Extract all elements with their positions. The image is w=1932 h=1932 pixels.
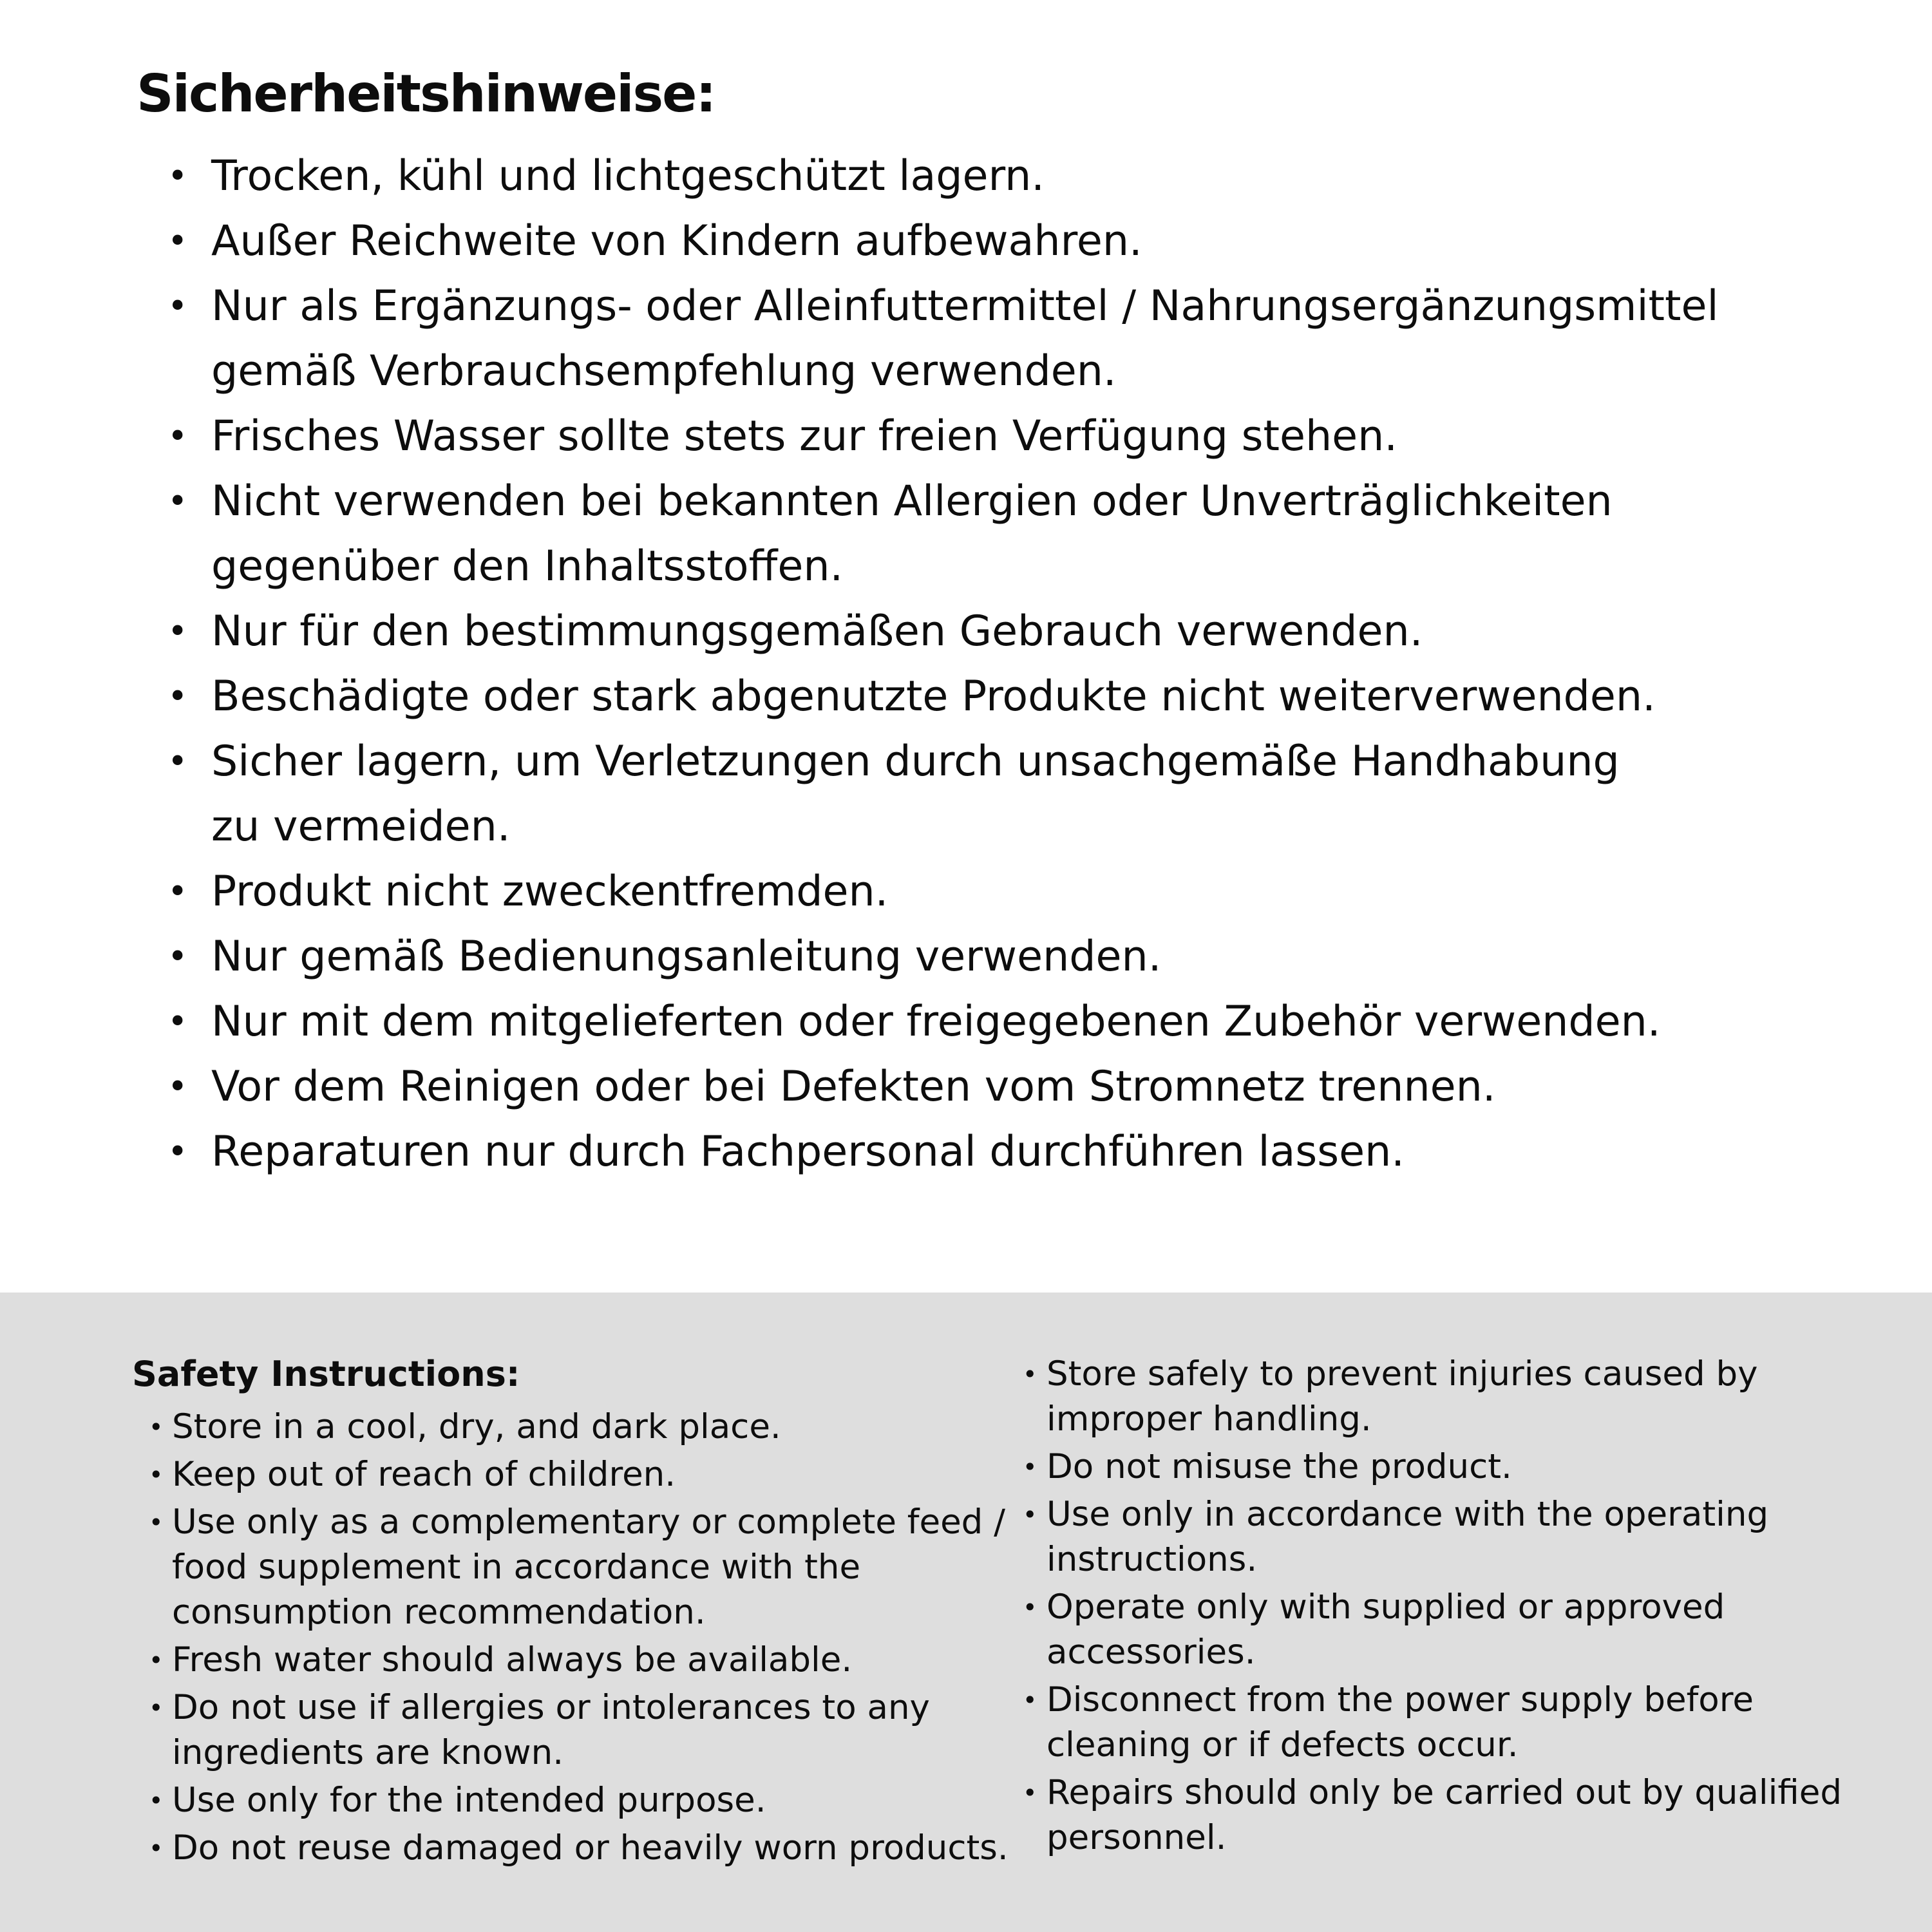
english-safety-list-right [1023,1352,1924,1861]
bullet-line: • Nicht verwenden bei bekannten Allergien oder Unverträglichkeiten [211,477,1613,526]
list-item [1023,1678,1924,1768]
list-item [1023,1352,1924,1442]
english-right-column [1023,1352,1924,1863]
list-item [167,924,1842,989]
english-safety-list-left [132,1405,1008,1871]
list-item [1023,1492,1924,1582]
bullet-line: ingredients are known. [172,1733,564,1772]
bullet-line: cleaning or if defects occur. [1046,1725,1519,1765]
list-item [167,209,1842,274]
list-item [132,1405,1008,1450]
list-item [132,1452,1008,1497]
list-item [167,1054,1842,1119]
list-item [167,989,1842,1054]
bullet-line: • Disconnect from the power supply before [1046,1680,1754,1719]
list-item [167,859,1842,924]
list-item [167,469,1842,599]
bullet-line: • Beschädigte oder stark abgenutzte Produkte nicht weiterverwenden. [211,672,1656,721]
bullet-line: instructions. [1046,1540,1258,1579]
bullet-line: • Nur gemäß Bedienungsanleitung verwenden. [211,933,1162,981]
bullet-line: zu vermeiden. [211,802,511,851]
bullet-line: • Produkt nicht zweckentfremden. [211,867,889,916]
bullet-line: • Sicher lagern, um Verletzungen durch unsachgemäße Handhabung [211,737,1620,786]
bullet-line: • Fresh water should always be available. [172,1640,853,1680]
bullet-line: • Frisches Wasser sollte stets zur freien Verfügung stehen. [211,412,1397,460]
bullet-line: • Außer Reichweite von Kindern aufbewahren. [211,217,1142,265]
list-item [167,599,1842,664]
bullet-line: • Nur mit dem mitgelieferten oder freigegebenen Zubehör verwenden. [211,998,1661,1046]
list-item [167,144,1842,209]
bullet-line: • Store in a cool, dry, and dark place. [172,1407,781,1446]
bullet-line: • Repairs should only be carried out by qualified [1046,1773,1842,1812]
bullet-line: • Do not use if allergies or intolerances to any [172,1688,930,1727]
german-section-title: Sicherheitshinweise: [137,64,715,124]
bullet-line: • Use only for the intended purpose. [172,1781,766,1820]
bullet-line: food supplement in accordance with the [172,1548,861,1587]
bullet-line: • Use only as a complementary or complete feed / [172,1502,1006,1542]
bullet-line: • Operate only with supplied or approved [1046,1587,1725,1627]
bullet-line: • Nur als Ergänzungs- oder Alleinfuttermittel / Nahrungsergänzungsmittel [211,282,1719,330]
list-item [167,274,1842,404]
list-item [132,1778,1008,1823]
bullet-line: • Reparaturen nur durch Fachpersonal durchführen lassen. [211,1128,1405,1176]
list-item [1023,1585,1924,1675]
german-safety-list [167,144,1842,1184]
english-section-title: Safety Instructions: [132,1354,520,1394]
list-item [132,1638,1008,1683]
english-left-column [132,1352,1008,1873]
bullet-line: • Store safely to prevent injuries caused by [1046,1354,1758,1394]
list-item [132,1826,1008,1871]
bullet-line: improper handling. [1046,1399,1372,1439]
bullet-line: • Do not misuse the product. [1046,1447,1512,1486]
list-item [167,1119,1842,1184]
bullet-line: personnel. [1046,1818,1227,1857]
bullet-line: • Keep out of reach of children. [172,1455,676,1494]
bullet-line: consumption recommendation. [172,1593,706,1632]
list-item [167,664,1842,729]
list-item [132,1685,1008,1776]
list-item [167,404,1842,469]
bullet-line: gegenüber den Inhaltsstoffen. [211,542,844,591]
list-item [167,729,1842,859]
bullet-line: accessories. [1046,1633,1256,1672]
list-item [132,1500,1008,1635]
bullet-line: gemäß Verbrauchsempfehlung verwenden. [211,347,1117,395]
bullet-line: • Use only in accordance with the operating [1046,1495,1769,1534]
list-item [1023,1770,1924,1861]
list-item [1023,1444,1924,1490]
bullet-line: • Vor dem Reinigen oder bei Defekten vom Stromnetz trennen. [211,1063,1496,1111]
english-translation-panel [0,1293,1932,1932]
bullet-line: • Nur für den bestimmungsgemäßen Gebrauch verwenden. [211,607,1423,656]
bullet-line: • Do not reuse damaged or heavily worn products. [172,1828,1009,1868]
bullet-line: • Trocken, kühl und lichtgeschützt lagern. [211,152,1045,200]
